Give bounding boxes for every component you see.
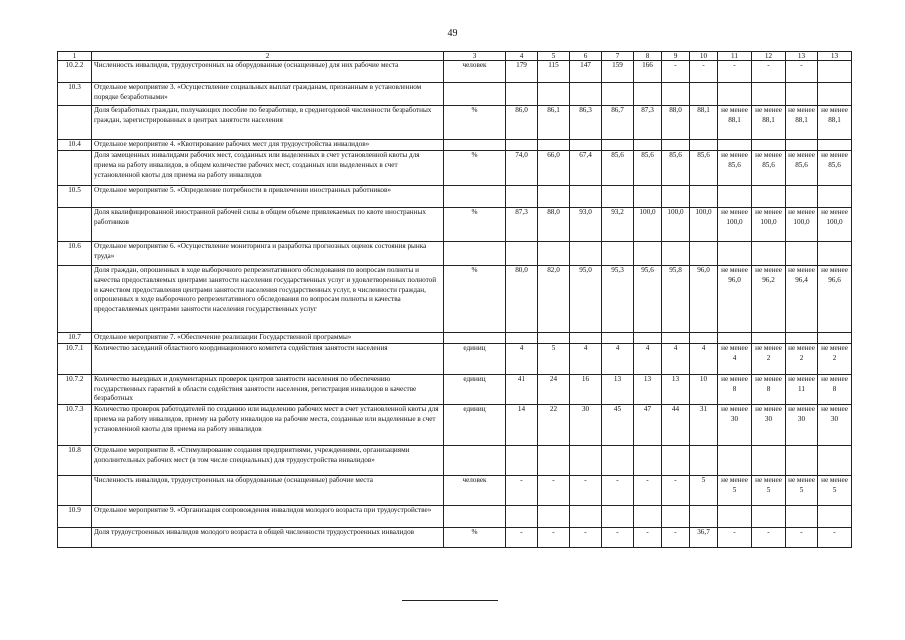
- unit-cell: единиц: [444, 374, 506, 404]
- value-cell: 93,2: [602, 208, 634, 242]
- value-cell: 31: [690, 405, 718, 446]
- value-cell: 67,4: [570, 151, 602, 186]
- value-cell: -: [506, 476, 538, 506]
- value-cell: не менее 100,0: [818, 208, 852, 242]
- empty-cell: [570, 140, 602, 151]
- empty-cell: [752, 83, 786, 106]
- header-row: [58, 52, 852, 61]
- empty-cell: [634, 83, 662, 106]
- indicator-name: Доля трудоустроенных инвалидов молодого возраста в общей численности трудоустроенных инвалидов: [92, 528, 444, 548]
- section-title: Отдельное мероприятие 8. «Стимулирование создания предприятиями, учреждениями, организациями дополнительных рабочих мест (в том числе специальных) для трудоустройства инвалидов»: [92, 446, 444, 476]
- value-cell: 86,0: [506, 106, 538, 140]
- value-cell: 10: [690, 374, 718, 404]
- empty-cell: [818, 333, 852, 344]
- empty-cell: [752, 242, 786, 266]
- value-cell: 5: [690, 476, 718, 506]
- empty-cell: [538, 446, 570, 476]
- empty-cell: [570, 83, 602, 106]
- value-cell: не менее 8: [718, 374, 752, 404]
- header-cell: 13: [818, 52, 852, 61]
- empty-cell: [662, 140, 690, 151]
- section-row: [58, 506, 852, 528]
- value-cell: не менее 30: [718, 405, 752, 446]
- row-number: [58, 266, 92, 333]
- value-cell: [818, 61, 852, 83]
- value-cell: -: [634, 476, 662, 506]
- value-cell: 95,6: [634, 266, 662, 333]
- value-cell: 88,0: [538, 208, 570, 242]
- value-cell: 93,0: [570, 208, 602, 242]
- value-cell: не менее 8: [818, 374, 852, 404]
- section-row: [58, 333, 852, 344]
- value-cell: -: [602, 476, 634, 506]
- value-cell: -: [718, 528, 752, 548]
- table-row: [58, 476, 852, 506]
- value-cell: 87,3: [634, 106, 662, 140]
- value-cell: -: [634, 528, 662, 548]
- header-cell: 7: [602, 52, 634, 61]
- row-number: 10.6: [58, 242, 92, 266]
- unit-cell: %: [444, 106, 506, 140]
- value-cell: 16: [570, 374, 602, 404]
- empty-cell: [506, 140, 538, 151]
- empty-cell: [506, 506, 538, 528]
- value-cell: -: [786, 528, 818, 548]
- value-cell: 179: [506, 61, 538, 83]
- empty-cell: [538, 140, 570, 151]
- section-title: Отдельное мероприятие 3. «Осуществление социальных выплат гражданам, признанным в установленном порядке безработными»: [92, 83, 444, 106]
- empty-cell: [662, 506, 690, 528]
- row-number: 10.9: [58, 506, 92, 528]
- table-row: [58, 374, 852, 404]
- row-number: 10.8: [58, 446, 92, 476]
- empty-cell: [602, 506, 634, 528]
- header-cell: 5: [538, 52, 570, 61]
- empty-cell: [538, 242, 570, 266]
- header-cell: 9: [662, 52, 690, 61]
- empty-cell: [718, 140, 752, 151]
- section-title: Отдельное мероприятие 4. «Квотирование рабочих мест для трудоустройства инвалидов»: [92, 140, 444, 151]
- indicator-name: Количество выездных и документарных проверок центров занятости населения по обеспечению государственных гарантий в области содействия занятости населения, регистрация инвалидов в качестве безработных: [92, 374, 444, 404]
- empty-cell: [786, 506, 818, 528]
- empty-cell: [718, 446, 752, 476]
- value-cell: -: [662, 528, 690, 548]
- value-cell: 4: [570, 343, 602, 374]
- empty-cell: [786, 83, 818, 106]
- value-cell: не менее 88,1: [752, 106, 786, 140]
- value-cell: не менее 96,2: [752, 266, 786, 333]
- section-row: [58, 140, 852, 151]
- value-cell: 100,0: [662, 208, 690, 242]
- row-number: [58, 151, 92, 186]
- value-cell: не менее 100,0: [786, 208, 818, 242]
- row-number: 10.7.2: [58, 374, 92, 404]
- value-cell: не менее 85,6: [718, 151, 752, 186]
- value-cell: 44: [662, 405, 690, 446]
- value-cell: -: [718, 61, 752, 83]
- empty-cell: [752, 446, 786, 476]
- value-cell: 85,6: [602, 151, 634, 186]
- indicators-table: [57, 51, 852, 548]
- header-cell: 3: [444, 52, 506, 61]
- section-title: Отдельное мероприятие 9. «Организация сопровождения инвалидов молодого возраста при трудоустройстве»: [92, 506, 444, 528]
- empty-cell: [718, 242, 752, 266]
- value-cell: -: [752, 61, 786, 83]
- row-number: 10.7.3: [58, 405, 92, 446]
- row-number: [58, 106, 92, 140]
- value-cell: 41: [506, 374, 538, 404]
- value-cell: 85,6: [690, 151, 718, 186]
- empty-cell: [690, 186, 718, 208]
- empty-cell: [818, 446, 852, 476]
- value-cell: не менее 100,0: [752, 208, 786, 242]
- indicator-name: Количество проверок работодателей по созданию или выделению рабочих мест в счет установленной квоты для приема на работу инвалидов, приему на работу инвалидов на рабочие места, созданные или выделенные в счет установленной квоты для приема на работу инвалидов: [92, 405, 444, 446]
- empty-cell: [538, 506, 570, 528]
- value-cell: -: [662, 61, 690, 83]
- value-cell: не менее 2: [752, 343, 786, 374]
- value-cell: 66,0: [538, 151, 570, 186]
- value-cell: 86,3: [570, 106, 602, 140]
- section-title: Отдельное мероприятие 6. «Осуществление мониторинга и разработка прогнозных оценок состояния рынка труда»: [92, 242, 444, 266]
- value-cell: 4: [690, 343, 718, 374]
- row-number: [58, 528, 92, 548]
- empty-cell: [444, 333, 506, 344]
- value-cell: не менее 96,4: [786, 266, 818, 333]
- empty-cell: [786, 186, 818, 208]
- empty-cell: [690, 333, 718, 344]
- empty-cell: [718, 333, 752, 344]
- empty-cell: [690, 242, 718, 266]
- empty-cell: [662, 186, 690, 208]
- value-cell: не менее 5: [786, 476, 818, 506]
- empty-cell: [538, 186, 570, 208]
- value-cell: 166: [634, 61, 662, 83]
- value-cell: не менее 100,0: [718, 208, 752, 242]
- value-cell: 13: [662, 374, 690, 404]
- value-cell: не менее 8: [752, 374, 786, 404]
- value-cell: 74,0: [506, 151, 538, 186]
- value-cell: -: [752, 528, 786, 548]
- value-cell: не менее 96,6: [818, 266, 852, 333]
- row-number: 10.7: [58, 333, 92, 344]
- unit-cell: %: [444, 208, 506, 242]
- empty-cell: [444, 506, 506, 528]
- value-cell: 96,0: [690, 266, 718, 333]
- empty-cell: [444, 186, 506, 208]
- unit-cell: единиц: [444, 343, 506, 374]
- value-cell: -: [538, 528, 570, 548]
- empty-cell: [602, 333, 634, 344]
- empty-cell: [718, 506, 752, 528]
- value-cell: 14: [506, 405, 538, 446]
- value-cell: не менее 2: [786, 343, 818, 374]
- value-cell: 4: [506, 343, 538, 374]
- value-cell: 88,0: [662, 106, 690, 140]
- empty-cell: [752, 333, 786, 344]
- empty-cell: [634, 333, 662, 344]
- value-cell: не менее 30: [786, 405, 818, 446]
- value-cell: 24: [538, 374, 570, 404]
- empty-cell: [602, 186, 634, 208]
- value-cell: 22: [538, 405, 570, 446]
- row-number: [58, 476, 92, 506]
- empty-cell: [570, 242, 602, 266]
- empty-cell: [506, 83, 538, 106]
- section-title: Отдельное мероприятие 5. «Определение потребности в привлечении иностранных работников»: [92, 186, 444, 208]
- empty-cell: [634, 446, 662, 476]
- value-cell: 13: [634, 374, 662, 404]
- empty-cell: [662, 83, 690, 106]
- empty-cell: [690, 446, 718, 476]
- row-number: 10.3: [58, 83, 92, 106]
- unit-cell: человек: [444, 61, 506, 83]
- empty-cell: [786, 333, 818, 344]
- empty-cell: [570, 333, 602, 344]
- unit-cell: %: [444, 266, 506, 333]
- value-cell: 147: [570, 61, 602, 83]
- value-cell: 5: [538, 343, 570, 374]
- value-cell: -: [570, 528, 602, 548]
- empty-cell: [662, 333, 690, 344]
- empty-cell: [538, 83, 570, 106]
- value-cell: не менее 30: [752, 405, 786, 446]
- value-cell: не менее 5: [818, 476, 852, 506]
- header-cell: 11: [718, 52, 752, 61]
- value-cell: -: [662, 476, 690, 506]
- value-cell: 4: [662, 343, 690, 374]
- empty-cell: [818, 242, 852, 266]
- empty-cell: [444, 242, 506, 266]
- indicator-name: Доля замещенных инвалидами рабочих мест, созданных или выделенных в счет установленной квоты для приема на работу инвалидов, в общем количестве рабочих мест, созданных или выделенных в счет установленной квоты для приема на работу инвалидов: [92, 151, 444, 186]
- empty-cell: [752, 186, 786, 208]
- value-cell: не менее 5: [718, 476, 752, 506]
- header-cell: 12: [752, 52, 786, 61]
- value-cell: не менее 2: [818, 343, 852, 374]
- value-cell: 13: [602, 374, 634, 404]
- value-cell: не менее 88,1: [718, 106, 752, 140]
- empty-cell: [690, 506, 718, 528]
- row-number: [58, 208, 92, 242]
- value-cell: не менее 4: [718, 343, 752, 374]
- empty-cell: [634, 186, 662, 208]
- table-row: [58, 405, 852, 446]
- table-row: [58, 208, 852, 242]
- empty-cell: [662, 242, 690, 266]
- value-cell: 30: [570, 405, 602, 446]
- empty-cell: [570, 506, 602, 528]
- empty-cell: [718, 186, 752, 208]
- value-cell: 86,1: [538, 106, 570, 140]
- section-row: [58, 446, 852, 476]
- row-number: 10.4: [58, 140, 92, 151]
- empty-cell: [818, 186, 852, 208]
- header-cell: 6: [570, 52, 602, 61]
- value-cell: не менее 88,1: [786, 106, 818, 140]
- value-cell: 4: [634, 343, 662, 374]
- header-cell: 2: [92, 52, 444, 61]
- header-cell: 4: [506, 52, 538, 61]
- value-cell: 100,0: [634, 208, 662, 242]
- value-cell: не менее 30: [818, 405, 852, 446]
- value-cell: не менее 96,0: [718, 266, 752, 333]
- indicator-name: Доля безработных граждан, получающих пособие по безработице, в среднегодовой численности безработных граждан, зарегистрированных в центрах занятости населения: [92, 106, 444, 140]
- empty-cell: [506, 242, 538, 266]
- header-cell: 13: [786, 52, 818, 61]
- table-row: [58, 343, 852, 374]
- empty-cell: [690, 140, 718, 151]
- empty-cell: [602, 83, 634, 106]
- value-cell: 85,6: [662, 151, 690, 186]
- value-cell: 95,0: [570, 266, 602, 333]
- empty-cell: [602, 242, 634, 266]
- value-cell: 80,0: [506, 266, 538, 333]
- value-cell: 85,6: [634, 151, 662, 186]
- value-cell: не менее 85,6: [752, 151, 786, 186]
- unit-cell: человек: [444, 476, 506, 506]
- value-cell: 87,3: [506, 208, 538, 242]
- header-cell: 1: [58, 52, 92, 61]
- value-cell: -: [602, 528, 634, 548]
- value-cell: не менее 85,6: [818, 151, 852, 186]
- section-row: [58, 186, 852, 208]
- value-cell: не менее 11: [786, 374, 818, 404]
- indicator-name: Численность инвалидов, трудоустроенных на оборудованные (оснащенные) для них рабочие места: [92, 61, 444, 83]
- value-cell: 82,0: [538, 266, 570, 333]
- section-row: [58, 83, 852, 106]
- value-cell: 115: [538, 61, 570, 83]
- empty-cell: [634, 242, 662, 266]
- value-cell: -: [818, 528, 852, 548]
- empty-cell: [444, 83, 506, 106]
- value-cell: -: [570, 476, 602, 506]
- row-number: 10.5: [58, 186, 92, 208]
- table-row: [58, 528, 852, 548]
- empty-cell: [818, 83, 852, 106]
- value-cell: не менее 5: [752, 476, 786, 506]
- indicator-name: Доля граждан, опрошенных в ходе выборочного репрезентативного обследования по вопросам полноты и качества предоставляемых центрами занятости населения государственных услуг и удовлетворенных полнотой и качеством предоставления центрами занятости населения государственных услуг, в численности граждан, опрошенных в ходе выборочного репрезентативного обследования по вопросам полноты и качества предоставляемых центрами занятости населения государственных услуг: [92, 266, 444, 333]
- empty-cell: [570, 186, 602, 208]
- empty-cell: [690, 83, 718, 106]
- empty-cell: [752, 140, 786, 151]
- empty-cell: [818, 506, 852, 528]
- empty-cell: [444, 446, 506, 476]
- value-cell: 4: [602, 343, 634, 374]
- empty-cell: [444, 140, 506, 151]
- empty-cell: [506, 186, 538, 208]
- indicator-name: Количество заседаний областного координационного комитета содействия занятости населения: [92, 343, 444, 374]
- indicator-name: Численность инвалидов, трудоустроенных на оборудованные (оснащенные) рабочие места: [92, 476, 444, 506]
- empty-cell: [506, 333, 538, 344]
- header-cell: 10: [690, 52, 718, 61]
- row-number: 10.7.1: [58, 343, 92, 374]
- empty-cell: [662, 446, 690, 476]
- value-cell: не менее 88,1: [818, 106, 852, 140]
- empty-cell: [506, 446, 538, 476]
- table-row: [58, 151, 852, 186]
- value-cell: -: [690, 61, 718, 83]
- table-row: [58, 106, 852, 140]
- empty-cell: [538, 333, 570, 344]
- page-number: 49: [447, 28, 458, 39]
- table-row: [58, 266, 852, 333]
- value-cell: 159: [602, 61, 634, 83]
- section-title: Отдельное мероприятие 7. «Обеспечение реализации Государственной программы»: [92, 333, 444, 344]
- footer-rule: [402, 600, 498, 601]
- empty-cell: [786, 140, 818, 151]
- empty-cell: [786, 446, 818, 476]
- value-cell: 47: [634, 405, 662, 446]
- value-cell: 95,3: [602, 266, 634, 333]
- value-cell: 86,7: [602, 106, 634, 140]
- empty-cell: [602, 140, 634, 151]
- empty-cell: [570, 446, 602, 476]
- table-row: [58, 61, 852, 83]
- empty-cell: [718, 83, 752, 106]
- value-cell: 95,8: [662, 266, 690, 333]
- empty-cell: [786, 242, 818, 266]
- value-cell: -: [786, 61, 818, 83]
- value-cell: 36,7: [690, 528, 718, 548]
- empty-cell: [634, 506, 662, 528]
- value-cell: 45: [602, 405, 634, 446]
- empty-cell: [818, 140, 852, 151]
- row-number: 10.2.2: [58, 61, 92, 83]
- value-cell: -: [538, 476, 570, 506]
- header-cell: 8: [634, 52, 662, 61]
- empty-cell: [602, 446, 634, 476]
- value-cell: -: [506, 528, 538, 548]
- value-cell: не менее 85,6: [786, 151, 818, 186]
- unit-cell: единиц: [444, 405, 506, 446]
- indicator-name: Доля квалифицированной иностранной рабочей силы в общем объеме привлекаемых по квоте иностранных работников: [92, 208, 444, 242]
- unit-cell: %: [444, 528, 506, 548]
- unit-cell: %: [444, 151, 506, 186]
- section-row: [58, 242, 852, 266]
- empty-cell: [634, 140, 662, 151]
- empty-cell: [752, 506, 786, 528]
- value-cell: 100,0: [690, 208, 718, 242]
- value-cell: 88,1: [690, 106, 718, 140]
